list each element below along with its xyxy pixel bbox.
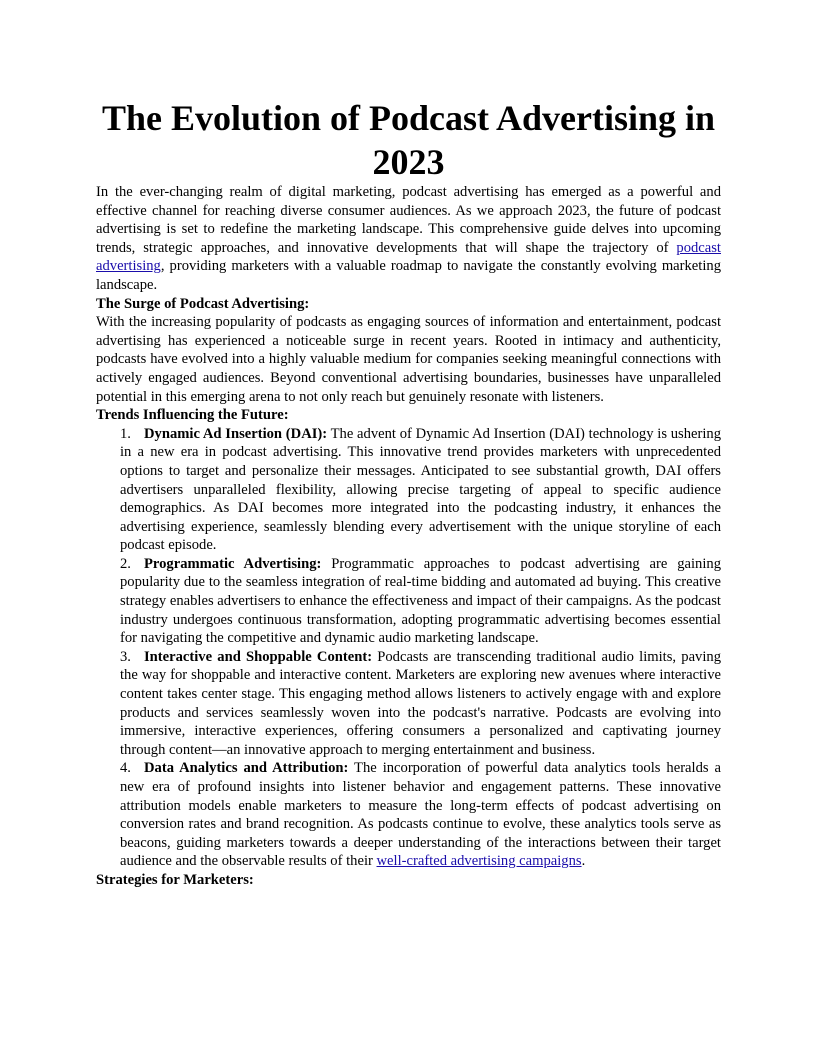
podcast-advertising-link[interactable]: podcast advertising: [96, 239, 721, 275]
list-item-number: 2.: [120, 555, 131, 572]
list-item-text: Podcasts are transcending traditional audio limits, paving the way for shoppable and interactive content. Marketers are exploring new avenues where interactive content takes center stage. This engaging method allows listeners to actively engage with and explore products and services seamlessly woven into the podcast's narrative. Podcasts are evolving into immersive, interactive experiences, offering consumers a personalized and captivating journey through content—an innovative approach to merging entertainment and business.: [120, 648, 721, 758]
list-item: [120, 555, 721, 648]
document-page: [96, 96, 721, 890]
intro-paragraph: [96, 183, 721, 295]
strategies-heading: Strategies for Marketers:: [96, 871, 254, 888]
list-item-term: Dynamic Ad Insertion (DAI):: [144, 425, 328, 442]
list-item-text: Programmatic approaches to podcast advertising are gaining popularity due to the seamless integration of real-time bidding and automated ad buying. This creative strategy enables advertisers to enhance the effectiveness and impact of their campaigns. As the podcast industry undergoes continuous transformation, adopting programmatic advertising becomes essential for navigating the competitive and dynamic audio marketing landscape.: [120, 555, 721, 647]
list-item-term: Interactive and Shoppable Content:: [144, 648, 373, 665]
list-item-number: 4.: [120, 760, 131, 777]
trends-heading: Trends Influencing the Future:: [96, 407, 289, 424]
page-title: The Evolution of Podcast Advertising in 2023: [101, 98, 716, 182]
advertising-campaigns-link[interactable]: well-crafted advertising campaigns: [376, 853, 582, 870]
trends-list: [96, 425, 721, 871]
list-item-text-end: .: [581, 853, 586, 870]
list-item: [120, 425, 721, 555]
list-item: [120, 648, 721, 760]
list-item-number: 3.: [120, 648, 131, 665]
list-item: [120, 759, 721, 871]
intro-text-start: In the ever-changing realm of digital marketing, podcast advertising has emerged as a powerful and effective channel for reaching diverse consumer audiences. As we approach 2023, the future of podcast advertising is set to redefine the marketing landscape. This comprehensive guide delves into upcoming trends, strategic approaches, and innovative developments that will shape the trajectory of: [96, 184, 721, 256]
list-item-term: Programmatic Advertising:: [144, 555, 322, 572]
list-item-term: Data Analytics and Attribution:: [144, 760, 349, 777]
surge-paragraph: With the increasing popularity of podcasts as engaging sources of information and entertainment, podcast advertising has experienced a noticeable surge in recent years. Rooted in intimacy and authenticity, podcasts have evolved into a highly valuable medium for companies seeking meaningful connections with actively engaged audiences. Beyond conventional advertising boundaries, businesses have unparalleled potential in this emerging arena to not only reach but genuinely resonate with listeners.: [96, 314, 721, 405]
list-item-text: The incorporation of powerful data analytics tools heralds a new era of profound insights into listener behavior and engagement patterns. These innovative attribution models enable marketers to measure the long-term effects of podcast advertising on conversion rates and brand recognition. As podcasts continue to evolve, these analytics tools serve as beacons, guiding marketers towards a deeper understanding of the interactions between their target audience and the observable results of their: [120, 760, 721, 870]
intro-text-end: , providing marketers with a valuable roadmap to navigate the constantly evolving marketing landscape.: [96, 258, 721, 293]
surge-heading: The Surge of Podcast Advertising:: [96, 295, 310, 312]
list-item-text: The advent of Dynamic Ad Insertion (DAI) technology is ushering in a new era in podcast advertising. This innovative trend provides marketers with unprecedented options to target and personalize their messages. Anticipated to see substantial growth, DAI offers advertisers unparalleled flexibility, allowing precise targeting of appeal to specific audience demographics. As DAI becomes more integrated into the podcasting industry, it enhances the advertising experience, seamlessly blending every advertisement with the unique storyline of each podcast episode.: [120, 425, 722, 554]
list-item-number: 1.: [120, 425, 131, 442]
